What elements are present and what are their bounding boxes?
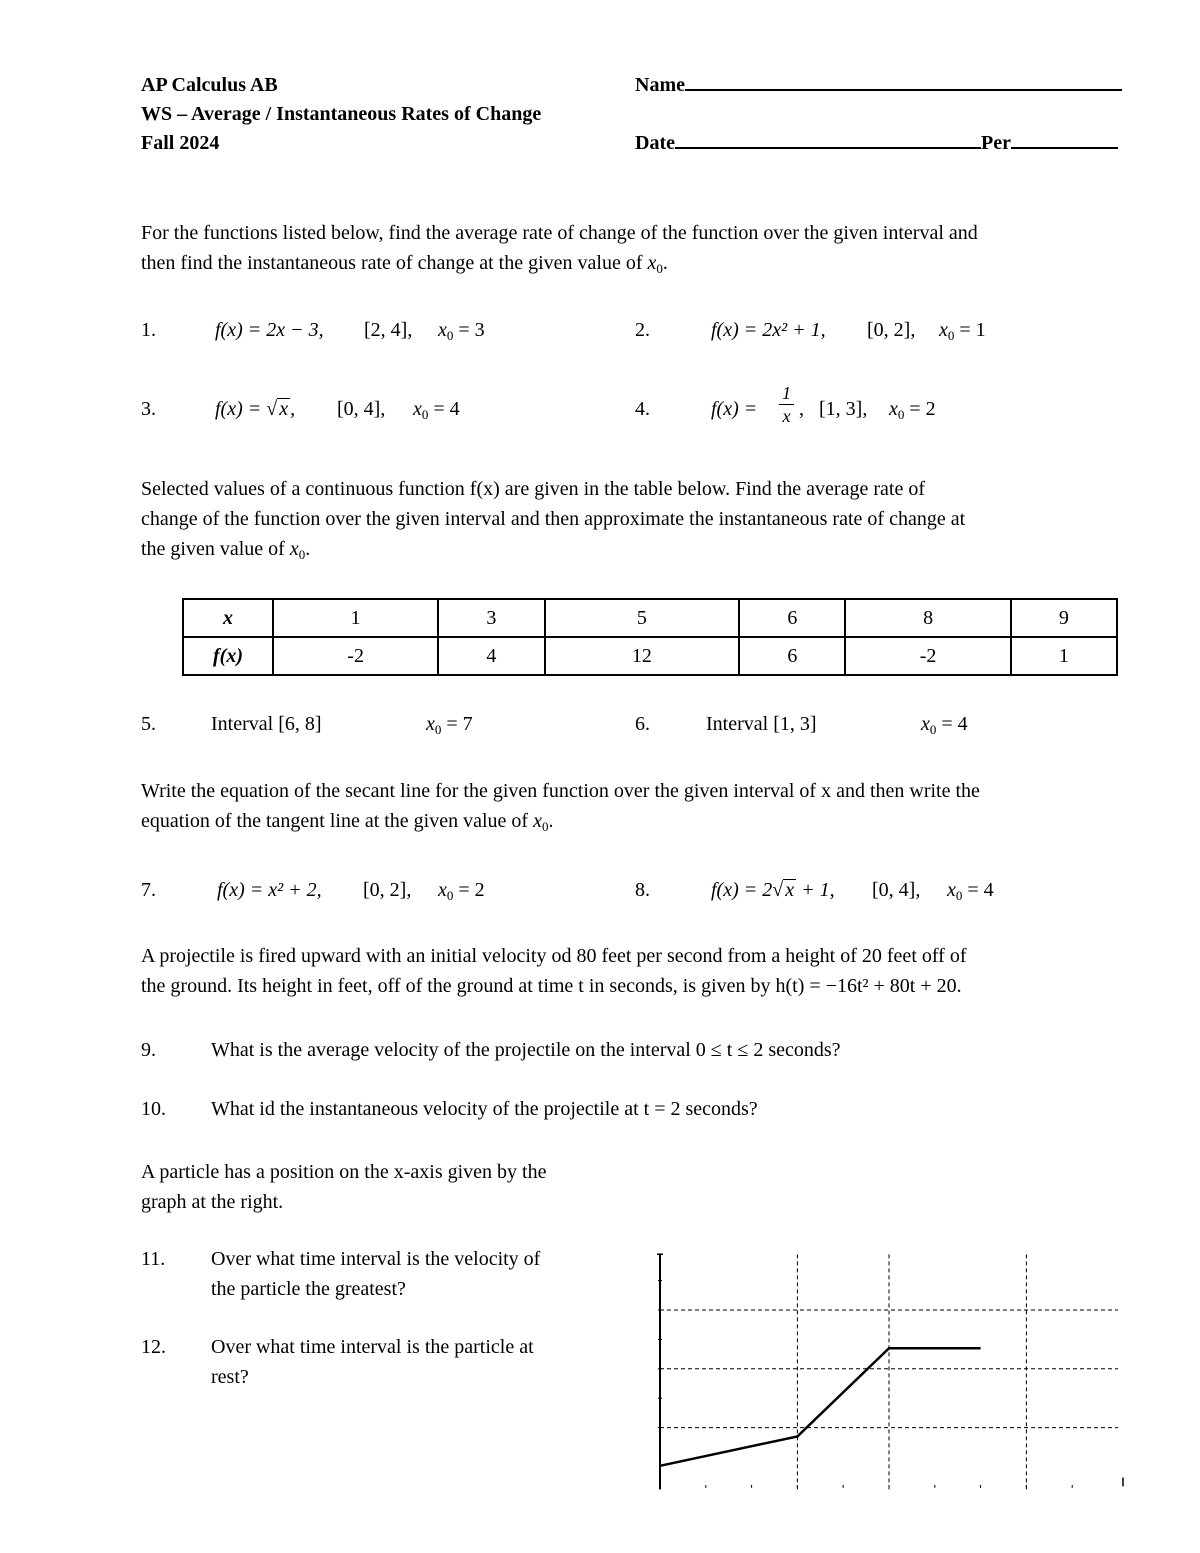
problem-interval: Interval [6, 8] — [211, 713, 322, 735]
section4-intro: A projectile is fired upward with an initial velocity od 80 feet per second from a height of 20 feet off of the ground. Its height in feet, off of the ground at time t in seconds, is given by h(t) = −16t² + 80t + 20. — [141, 945, 967, 997]
table-cell: 8 — [845, 599, 1010, 637]
table-cell: 12 — [545, 637, 740, 675]
problem-interval: [0, 2], — [363, 879, 412, 901]
problem-x0: = 4 — [433, 398, 460, 420]
problem-8: 8. f(x) = 2√ x + 1, [0, 4], $x_0 = 4$ — [635, 879, 994, 903]
problem-1: 1. f(x) = 2x − 3, [2, 4], $x_0 = 3$ — [141, 319, 485, 343]
problem-text: the particle the greatest? — [211, 1278, 406, 1300]
problem-text: Over what time interval is the particle at — [211, 1336, 534, 1358]
name-field[interactable] — [635, 74, 1122, 97]
problem-x0: = 4 — [941, 713, 968, 735]
per-label: Per — [980, 132, 1011, 154]
problem-2: 2. f(x) = 2x² + 1, [0, 2], $x_0 = 1$ — [635, 319, 986, 343]
data-marks — [660, 1348, 981, 1466]
table-row — [183, 637, 1117, 675]
problem-7: 7. f(x) = x² + 2, [0, 2], $x_0 = 2$ — [141, 879, 485, 903]
problem-11 — [141, 1244, 541, 1300]
table-cell: -2 — [273, 637, 438, 675]
axes — [657, 1254, 1123, 1489]
problem-x0: = 3 — [458, 319, 485, 341]
problem-3: 3. f(x) = √ x , [0, 4], $x_0 = 4$ — [141, 398, 460, 422]
section5-intro: A particle has a position on the x-axis given by the graph at the right. — [141, 1161, 547, 1213]
grid-lines — [660, 1251, 1118, 1489]
series-line-position — [660, 1348, 981, 1466]
problem-text: What id the instantaneous velocity of the projectile at t = 2 seconds? — [211, 1098, 758, 1120]
problem-4: 4. f(x) = $\frac{1}{x}$ , [1, 3], $x_0 = 2$ — [635, 383, 936, 426]
table-cell: 9 — [1011, 599, 1117, 637]
values-table — [182, 598, 1118, 676]
problem-10 — [141, 1098, 758, 1121]
section3-instructions: Write the equation of the secant line for the given function over the given interval of x and then write the equation of the tangent line at the given value of $x_0$. — [141, 780, 980, 834]
problem-6: 6. Interval [1, 3] $x_0 = 4$ — [635, 713, 968, 737]
table-cell: -2 — [845, 637, 1010, 675]
problem-number: 2. — [635, 319, 650, 341]
table-cell: 3 — [438, 599, 544, 637]
problem-number: 1. — [141, 319, 156, 341]
problem-interval: [1, 3], — [819, 398, 868, 420]
table-cell: 4 — [438, 637, 544, 675]
date-line — [675, 145, 981, 149]
position-graph — [640, 1150, 1130, 1490]
problem-number: 8. — [635, 879, 650, 901]
table-cell: 6 — [739, 637, 845, 675]
problem-interval: Interval [1, 3] — [706, 713, 817, 735]
table-cell: 6 — [739, 599, 845, 637]
problem-x0: = 7 — [446, 713, 473, 735]
problem-number: 11. — [141, 1248, 166, 1270]
problem-x0: = 2 — [458, 879, 485, 901]
date-label: Date — [635, 132, 675, 154]
problem-number: 10. — [141, 1098, 166, 1120]
section1-instructions: For the functions listed below, find the average rate of change of the function over the given interval and then find the instantaneous rate of change at the given value of $x_0$. — [141, 222, 978, 276]
problem-interval: [0, 4], — [337, 398, 386, 420]
problem-number: 3. — [141, 398, 156, 420]
problem-number: 6. — [635, 713, 650, 735]
problem-number: 5. — [141, 713, 156, 735]
problem-5: 5. Interval [6, 8] $x_0 = 7$ — [141, 713, 473, 737]
problem-number: 7. — [141, 879, 156, 901]
problem-text: Over what time interval is the velocity of — [211, 1248, 541, 1270]
name-line — [685, 87, 1122, 91]
table-header: x — [183, 599, 273, 637]
table-cell: 1 — [273, 599, 438, 637]
problem-text: rest? — [211, 1366, 249, 1388]
problem-x0: = 2 — [909, 398, 936, 420]
table-row — [183, 599, 1117, 637]
problem-number: 12. — [141, 1336, 166, 1358]
problem-interval: [0, 2], — [867, 319, 916, 341]
problem-9 — [141, 1039, 841, 1062]
problem-number: 9. — [141, 1039, 156, 1061]
problem-12 — [141, 1332, 534, 1388]
date-field[interactable] — [635, 132, 1118, 155]
problem-interval: [2, 4], — [364, 319, 413, 341]
table-cell: 5 — [545, 599, 740, 637]
problem-interval: [0, 4], — [872, 879, 921, 901]
problem-number: 4. — [635, 398, 650, 420]
problem-x0: = 4 — [967, 879, 994, 901]
problem-function: f(x) = x² + 2, — [217, 879, 322, 901]
worksheet-title: WS – Average / Instantaneous Rates of Change — [141, 103, 542, 125]
problem-x0: = 1 — [959, 319, 986, 341]
problem-function: f(x) = 2x² + 1, — [711, 319, 826, 341]
problem-text: What is the average velocity of the projectile on the interval 0 ≤ t ≤ 2 seconds? — [211, 1039, 841, 1061]
term-label: Fall 2024 — [141, 132, 220, 154]
section2-instructions: Selected values of a continuous function f(x) are given in the table below. Find the average rate of change of the function over the given interval and then approximate the instantaneous rate of change at the given value of $x_0$. — [141, 478, 966, 562]
course-title: AP Calculus AB — [141, 74, 278, 96]
table-header: f(x) — [183, 637, 273, 675]
name-label: Name — [635, 74, 685, 96]
fraction: $\frac{1}{x}$ — [779, 382, 794, 427]
per-line — [1011, 145, 1118, 149]
problem-function: f(x) = 2x − 3, — [215, 319, 324, 341]
table-cell: 1 — [1011, 637, 1117, 675]
